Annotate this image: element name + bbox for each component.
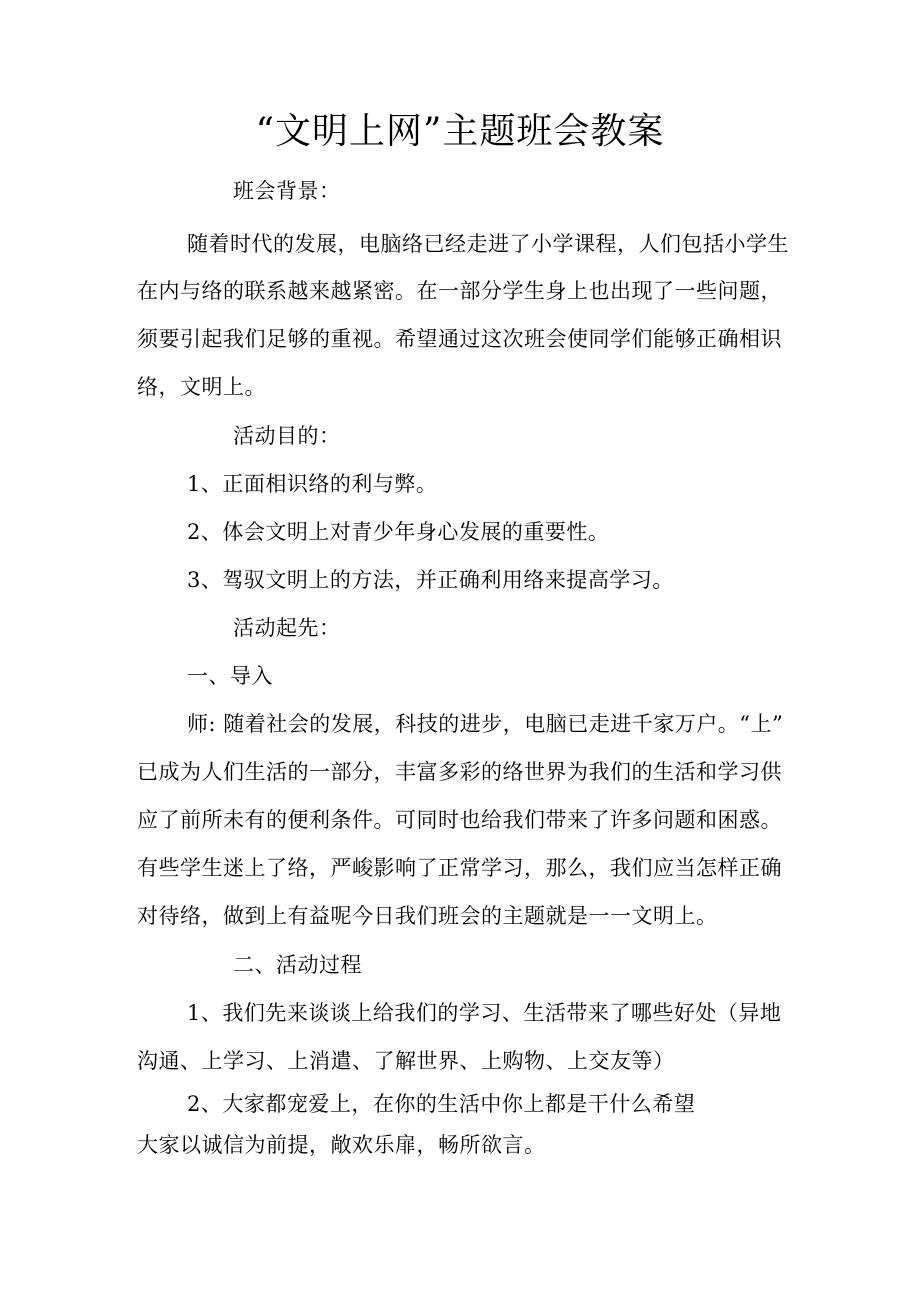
paragraph-line: 沟通、上学习、上消遣、了解世界、上购物、上交友等） [137, 1049, 675, 1073]
paragraph-line: 已成为人们生活的一部分，丰富多彩的络世界为我们的生活和学习供 [137, 760, 782, 784]
background-heading: 班会背景： [233, 179, 341, 203]
goal-item: 1、正面相识络的利与弊。 [187, 472, 438, 496]
paragraph-line: 对待络，做到上有益呢今日我们班会的主题就是一一文明上。 [137, 904, 718, 928]
goal-item: 2、体会文明上对青少年身心发展的重要性。 [187, 520, 610, 544]
paragraph-line: 大家以诚信为前提，敞欢乐扉，畅所欲言。 [137, 1133, 546, 1157]
goal-item: 3、驾驭文明上的方法，并正确利用络来提高学习。 [187, 568, 674, 592]
goal-heading: 活动目的： [233, 424, 341, 448]
paragraph-line: 有些学生迷上了络，严峻影响了正常学习，那么，我们应当怎样正确 [137, 856, 782, 880]
paragraph-line: 随着时代的发展，电脑络已经走进了小学课程，人们包括小学生 [187, 232, 789, 256]
paragraph-line: 1、我们先来谈谈上给我们的学习、生活带来了哪些好处（异地 [187, 1001, 782, 1025]
paragraph-line: 在内与络的联系越来越紧密。在一部分学生身上也出现了一些问题， [137, 279, 782, 303]
page-title: “文明上网”主题班会教案 [255, 111, 665, 152]
paragraph-line: 2、大家都宠爱上，在你的生活中你上都是干什么希望 [187, 1092, 696, 1116]
paragraph-line: 应了前所未有的便利条件。可同时也给我们带来了许多问题和困惑。 [137, 808, 782, 832]
process-heading: 二、活动过程 [233, 953, 362, 977]
paragraph-line: 络，文明上。 [137, 375, 266, 399]
paragraph-line: 师: 随着社会的发展，科技的进步，电脑已走进千家万户。“上” [187, 712, 784, 736]
paragraph-line: 须要引起我们足够的重视。希望通过这次班会使同学们能够正确相识 [137, 327, 782, 351]
start-heading: 活动起先： [233, 616, 341, 640]
intro-heading: 一、导入 [187, 664, 273, 688]
